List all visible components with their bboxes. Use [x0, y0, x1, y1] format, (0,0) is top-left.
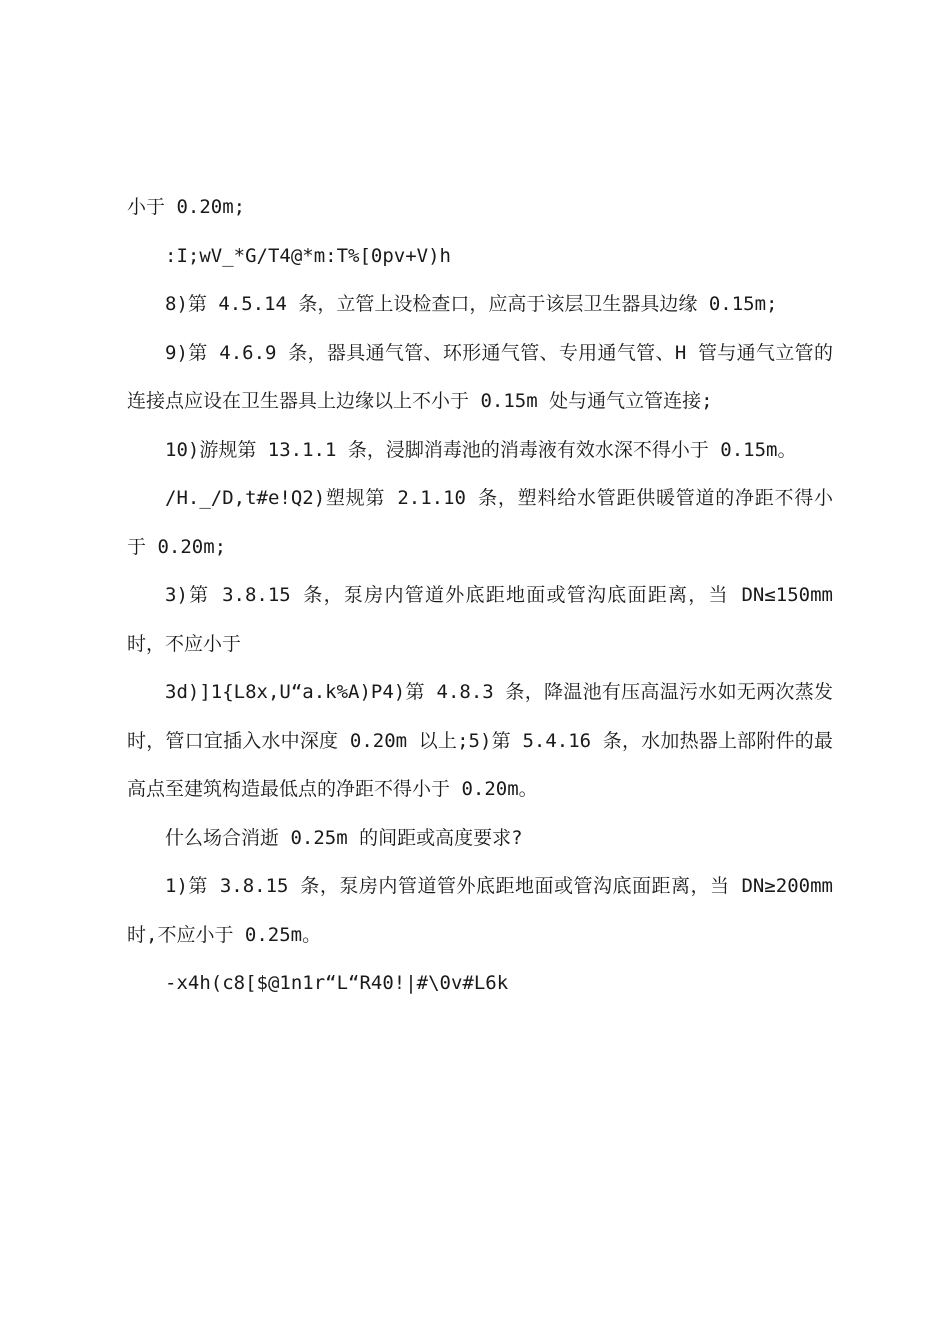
paragraph-item-2: /H._/D,t#e!Q2)塑规第 2.1.10 条，塑料给水管距供暖管道的净距不得小于 0.20m;	[127, 487, 833, 558]
document-body	[127, 183, 833, 1008]
paragraph-item-10: 10)游规第 13.1.1 条，浸脚消毒池的消毒液有效水深不得小于 0.15m。	[165, 438, 797, 461]
paragraph-continuation: 小于 0.20m;	[127, 196, 246, 218]
paragraph-item-8: 8)第 4.5.14 条，立管上设检查口，应高于该层卫生器具边缘 0.15m;	[165, 293, 778, 315]
paragraph-answer-1: 1)第 3.8.15 条，泵房内管道管外底距地面或管沟底面距离，当 DN≥200mm 时,不应小于 0.25m。	[127, 875, 833, 946]
paragraph-noise-1: :I;wV_*G/T4@*m:T%[0pv+V)h	[165, 244, 451, 267]
paragraph-item-9: 9)第 4.6.9 条，器具通气管、环形通气管、专用通气管、H 管与通气立管的连接点应设在卫生器具上边缘以上不小于 0.15m 处与通气立管连接;	[127, 341, 833, 412]
paragraph-item-3: 3)第 3.8.15 条，泵房内管道外底距地面或管沟底面距离，当 DN≤150mm 时，不应小于	[127, 584, 833, 655]
paragraph-item-4-5: 3d)]1{L8x,U“a.k%A)P4)第 4.8.3 条，降温池有压高温污水如无两次蒸发时，管口宜插入水中深度 0.20m 以上;5)第 5.4.16 条，水加热器上部附件的最高点至建筑构造最低点的净距不得小于 0.20m。	[127, 681, 833, 800]
paragraph-noise-2: -x4h(c8[$@1n1r“L“R40!|#\0v#L6k	[165, 972, 509, 994]
paragraph-question: 什么场合消逝 0.25m 的间距或高度要求?	[165, 826, 523, 849]
